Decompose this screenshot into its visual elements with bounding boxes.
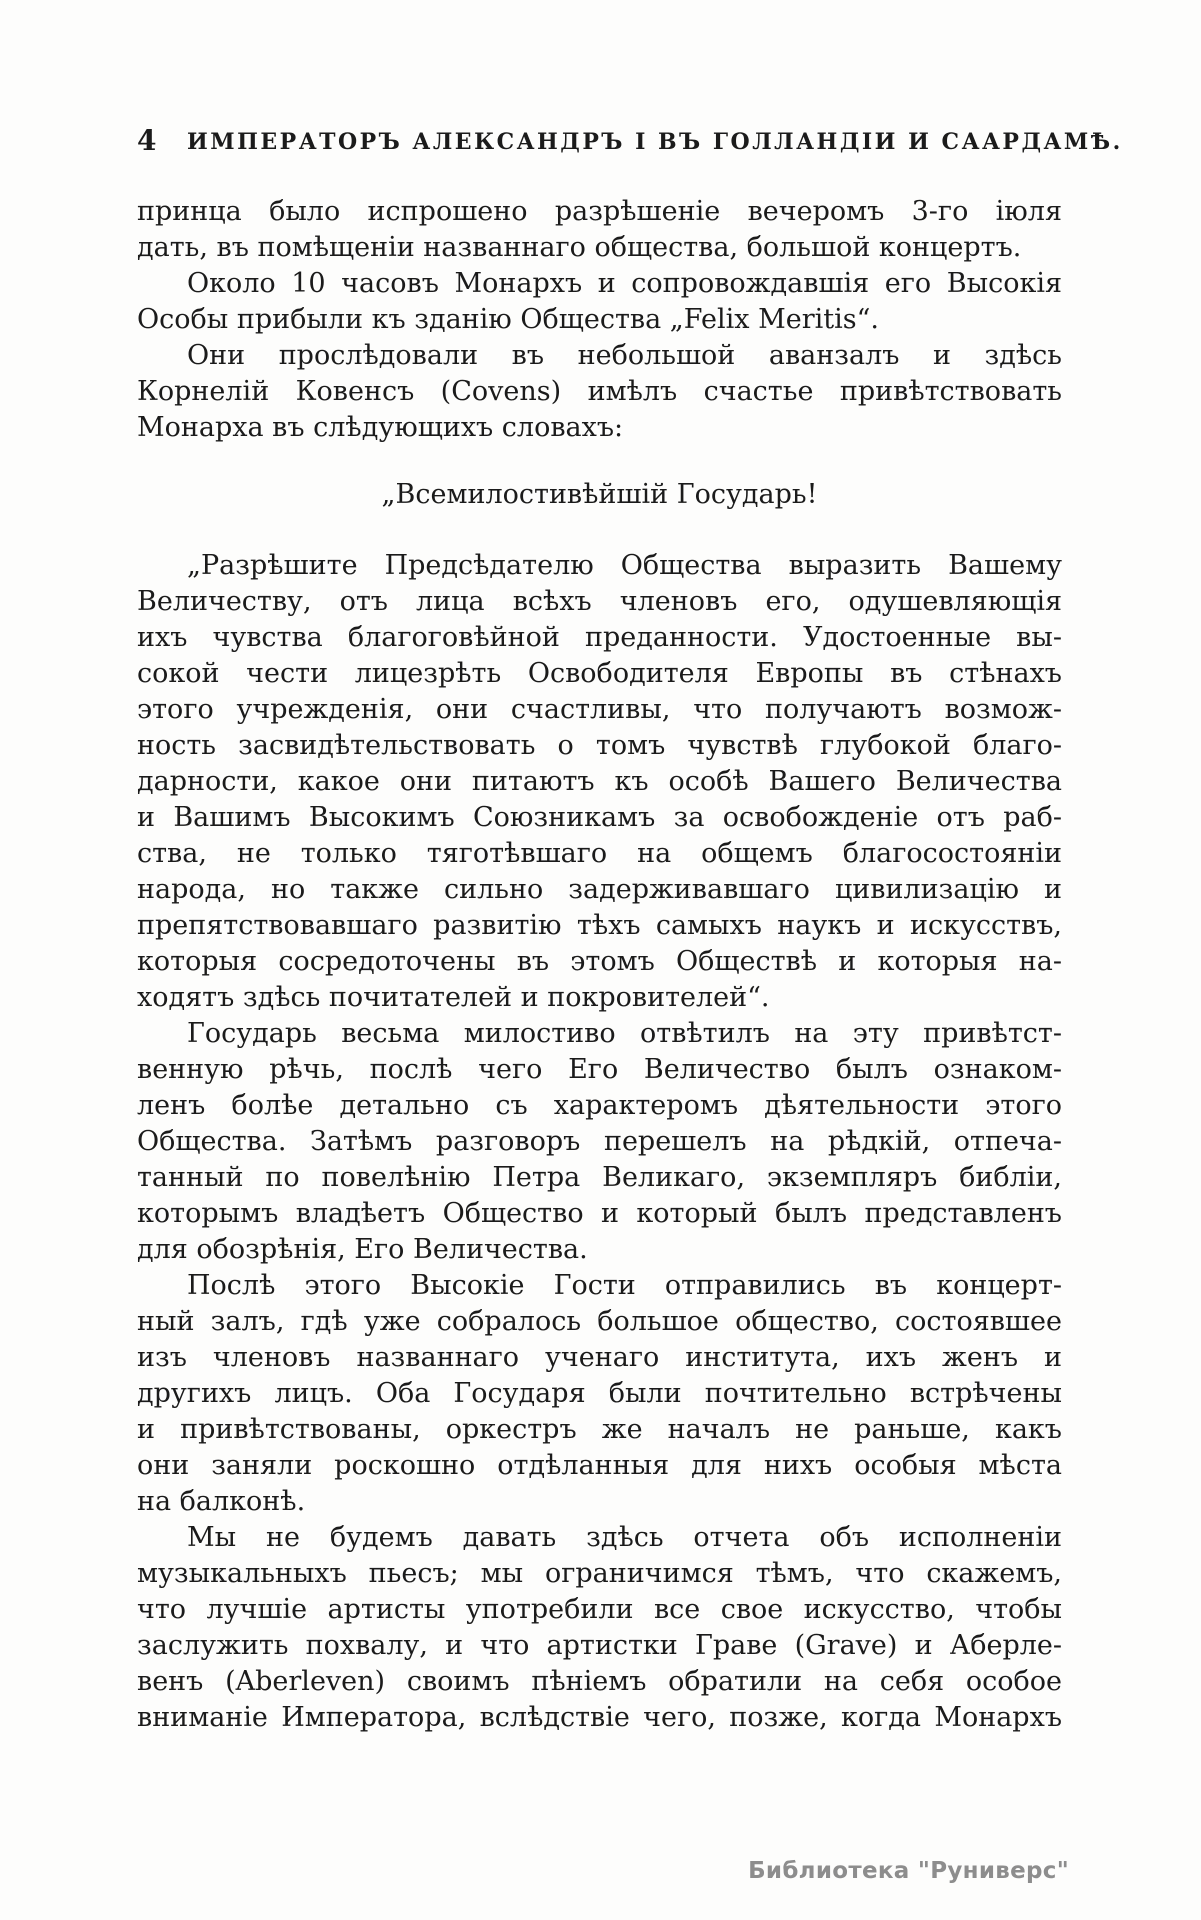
text-line: препятствовавшаго развитію тѣхъ самыхъ наукъ и искусствъ, (137, 910, 1062, 941)
text-line: ный залъ, гдѣ уже собралось большое общество, состоявшее (137, 1306, 1062, 1337)
text-line: народа, но также сильно задерживавшаго цивилизацію и (137, 874, 1062, 905)
text-line: дать, въ помѣщеніи названнаго общества, большой концертъ. (137, 232, 1022, 263)
paragraph (137, 194, 1062, 266)
quote-heading: „Всемилостивѣйшій Государь! (381, 479, 818, 510)
text-line: ихъ чувства благоговѣйной преданности. Удостоенные вы- (137, 622, 1062, 653)
page-header (137, 124, 1123, 160)
text-line: они заняли роскошно отдѣланныя для нихъ особыя мѣста (137, 1450, 1062, 1481)
running-title: ИМПЕРАТОРЪ АЛЕКСАНДРЪ I ВЪ ГОЛЛАНДІИ И СААРДАМѢ. (187, 129, 1123, 155)
text-line: принца было испрошено разрѣшеніе вечеромъ 3-го іюля (137, 196, 1062, 227)
text-line: Мы не будемъ давать здѣсь отчета объ исполненіи (187, 1522, 1062, 1553)
paragraph (137, 1520, 1062, 1736)
text-line: Особы прибыли къ зданію Общества „Felix Meritis“. (137, 304, 879, 335)
text-line: которыя сосредоточены въ этомъ Обществѣ и которыя на- (137, 946, 1062, 977)
text-line: Величеству, отъ лица всѣхъ членовъ его, одушевляющія (137, 586, 1062, 617)
text-line: Государь весьма милостиво отвѣтилъ на эту привѣтст- (187, 1018, 1062, 1049)
text-line: на балконѣ. (137, 1486, 306, 1517)
text-line: вниманіе Императора, вслѣдствіе чего, позже, когда Монархъ (137, 1702, 1062, 1733)
text-line: танный по повелѣнію Петра Великаго, экземпляръ библіи, (137, 1162, 1062, 1193)
text-line: венъ (Aberleven) своимъ пѣніемъ обратили на себя особое (137, 1666, 1062, 1697)
text-line: Послѣ этого Высокіе Гости отправились въ концерт- (187, 1270, 1062, 1301)
text-line: Корнелій Ковенсъ (Covens) имѣлъ счастье привѣтствовать (137, 376, 1062, 407)
paragraph (137, 1268, 1062, 1520)
paragraph (137, 266, 1062, 338)
text-line: Они прослѣдовали въ небольшой аванзалъ и здѣсь (187, 340, 1062, 371)
text-line: ходятъ здѣсь почитателей и покровителей“. (137, 982, 770, 1013)
text-line: сокой чести лицезрѣть Освободителя Европы въ стѣнахъ (137, 658, 1062, 689)
text-line: Около 10 часовъ Монархъ и сопровождавшія его Высокія (187, 268, 1062, 299)
text-line: и привѣтствованы, оркестръ же началъ не раньше, какъ (137, 1414, 1062, 1445)
text-line: которымъ владѣетъ Общество и который былъ представленъ (137, 1198, 1062, 1229)
text-line: ства, не только тяготѣвшаго на общемъ благосостояніи (137, 838, 1062, 869)
text-line: ленъ болѣе детально съ характеромъ дѣятельности этого (137, 1090, 1062, 1121)
paragraph (137, 1016, 1062, 1268)
paragraph (137, 548, 1062, 1016)
text-line: ность засвидѣтельствовать о томъ чувствѣ глубокой благо- (137, 730, 1062, 761)
text-line: Общества. Затѣмъ разговоръ перешелъ на рѣдкій, отпеча- (137, 1126, 1062, 1157)
text-line: музыкальныхъ пьесъ; мы ограничимся тѣмъ, что скажемъ, (137, 1558, 1062, 1589)
paragraph (137, 338, 1062, 446)
text-line: изъ членовъ названнаго ученаго института, ихъ женъ и (137, 1342, 1062, 1373)
text-line: этого учрежденія, они счастливы, что получаютъ возмож- (137, 694, 1062, 725)
text-line: дарности, какое они питаютъ къ особѣ Вашего Величества (137, 766, 1062, 797)
text-line: другихъ лицъ. Оба Государя были почтительно встрѣчены (137, 1378, 1062, 1409)
text-line: для обозрѣнія, Его Величества. (137, 1234, 588, 1265)
library-watermark: Библиотека "Руниверс" (748, 1858, 1069, 1884)
text-line: заслужить похвалу, и что артистки Граве (Grave) и Аберле- (137, 1630, 1062, 1661)
page-number: 4 (137, 124, 157, 157)
text-line: „Разрѣшите Предсѣдателю Общества выразить Вашему (187, 550, 1062, 581)
text-line: Монарха въ слѣдующихъ словахъ: (137, 412, 624, 443)
text-line: что лучшіе артисты употребили все свое искусство, чтобы (137, 1594, 1062, 1625)
page-body (137, 194, 1062, 1736)
text-line: венную рѣчь, послѣ чего Его Величество былъ ознаком- (137, 1054, 1062, 1085)
text-line: и Вашимъ Высокимъ Союзникамъ за освобожденіе отъ раб- (137, 802, 1062, 833)
